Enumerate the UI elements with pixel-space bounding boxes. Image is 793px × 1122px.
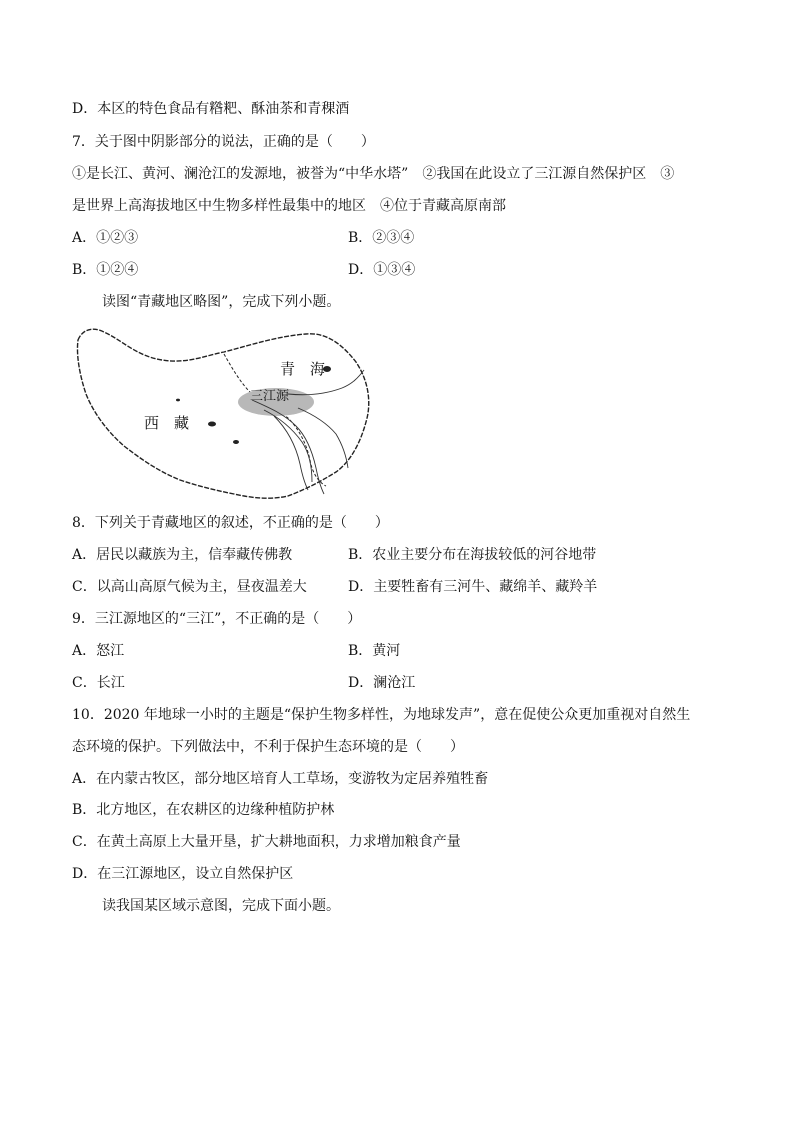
q10-stem-line1: 10．2020 年地球一小时的主题是“保护生物多样性，为地球发声”，意在促使公众更加重视对自然生 [72, 707, 691, 723]
q9-option-d: D．澜沧江 [348, 675, 416, 691]
q10-option-c: C．在黄土高原上大量开垦，扩大耕地面积，力求增加粮食产量 [72, 834, 461, 850]
q10-option-d: D．在三江源地区，设立自然保护区 [72, 866, 294, 882]
q10-stem-line2: 态环境的保护。下列做法中，不利于保护生态环境的是（ ） [72, 739, 464, 755]
q7-statement-line1: ①是长江、黄河、澜沧江的发源地，被誉为“中华水塔” ②我国在此设立了三江源自然保护区 ③ [72, 166, 675, 182]
q8-option-d: D．主要牲畜有三河牛、藏绵羊、藏羚羊 [348, 579, 598, 595]
q8-option-a: A．居民以藏族为主，信奉藏传佛教 [72, 547, 293, 563]
q10-option-a: A．在内蒙古牧区，部分地区培育人工草场，变游牧为定居养殖牲畜 [72, 771, 489, 787]
q7-statement-line2: 是世界上高海拔地区中生物多样性最集中的地区 ④位于青藏高原南部 [72, 198, 506, 214]
label-qinghai: 青 海 [280, 360, 326, 378]
q7-option-c: B．①②④ [72, 262, 139, 278]
label-sanjiangyuan: 三江源 [250, 389, 290, 404]
q7-option-a: A．①②③ [72, 230, 139, 246]
q9-stem: 9．三江源地区的“三江”，不正确的是（ ） [72, 611, 362, 627]
q8-option-c: C．以高山高原气候为主，昼夜温差大 [72, 579, 307, 595]
next-intro: 读我国某区域示意图，完成下面小题。 [102, 898, 340, 914]
q7-stem: 7．关于图中阴影部分的说法，正确的是（ ） [72, 134, 375, 150]
q9-option-b: B．黄河 [348, 643, 401, 659]
q9-option-c: C．长江 [72, 675, 125, 691]
region-outline [77, 329, 368, 498]
q6-option-d: D．本区的特色食品有糌粑、酥油茶和青稞酒 [72, 101, 350, 117]
map-intro: 读图“青藏地区略图”，完成下列小题。 [102, 294, 341, 310]
q8-stem: 8．下列关于青藏地区的叙述，不正确的是（ ） [72, 515, 389, 531]
qinghai-tibet-map [74, 322, 374, 504]
lake-4 [176, 399, 180, 402]
lake-3 [233, 440, 239, 444]
q7-option-b: B．②③④ [348, 230, 415, 246]
lake-2 [208, 422, 216, 427]
q9-option-a: A．怒江 [72, 643, 125, 659]
q8-option-b: B．农业主要分布在海拔较低的河谷地带 [348, 547, 597, 563]
q10-option-b: B．北方地区，在农耕区的边缘种植防护林 [72, 802, 335, 818]
q7-option-d: D．①③④ [348, 262, 416, 278]
label-xizang: 西 藏 [144, 414, 190, 432]
river-2 [264, 410, 312, 482]
river-3 [274, 416, 308, 490]
